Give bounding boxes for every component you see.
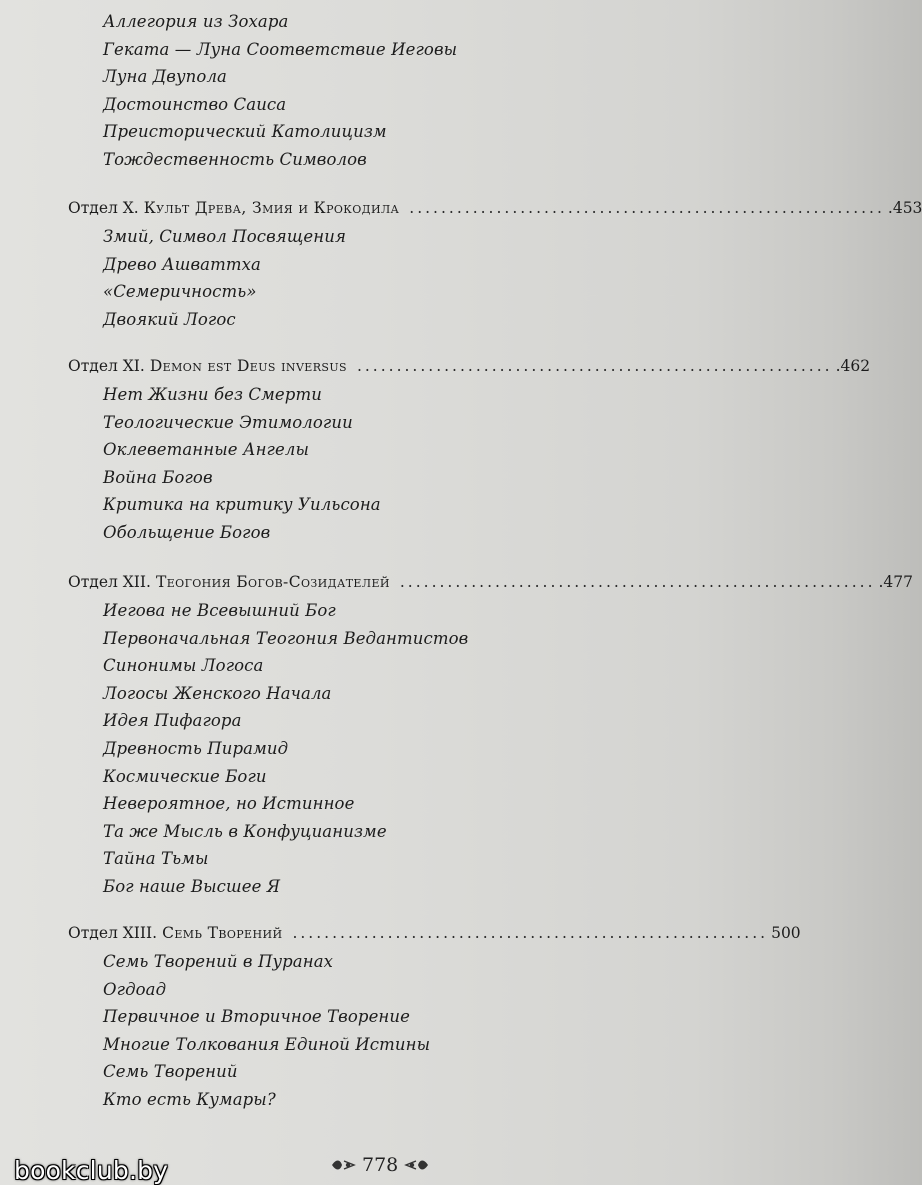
list-item: Аллегория из Зохара: [103, 12, 289, 31]
list-item: Космические Боги: [103, 766, 267, 786]
list-item: Нет Жизни без Смерти: [103, 385, 322, 404]
list-item: Критика на критику Уильсона: [103, 495, 381, 515]
list-item: Многие Толкования Единой Истины: [103, 1034, 431, 1054]
leader-dots: ............................................................: [356, 357, 833, 375]
section-items: [103, 381, 688, 547]
section-x: [68, 193, 922, 333]
list-item: Огдоад: [103, 979, 167, 999]
list-item: Теологические Этимологии: [103, 412, 353, 432]
leader-dots: ............................................................: [292, 924, 769, 942]
list-item: Идея Пифагора: [103, 711, 242, 731]
list-item: Оклеветанные Ангелы: [103, 440, 309, 460]
list-item: «Семеричность»: [103, 282, 257, 302]
section-label: Отдел XIII.: [68, 924, 158, 942]
list-item: Достоинство Саиса: [103, 94, 287, 114]
continued-items-list: [103, 8, 623, 174]
section-title: Культ Древа, Змия и Крокодила: [143, 199, 400, 217]
list-item: Синонимы Логоса: [103, 656, 264, 676]
section-items: [103, 223, 688, 333]
section-label: Отдел XII.: [68, 573, 151, 591]
section-page-number: .477: [878, 573, 914, 591]
list-item: Обольщение Богов: [103, 522, 271, 542]
list-item: Тайна Тьмы: [103, 849, 209, 869]
section-items: [103, 948, 688, 1114]
section-heading: [68, 567, 914, 597]
list-item: Семь Творений в Пуранах: [103, 952, 334, 971]
page-number-block: [330, 1154, 430, 1176]
section-page-number: .462: [835, 357, 871, 375]
list-item: Древность Пирамид: [103, 738, 289, 758]
list-item: Логосы Женского Начала: [103, 683, 332, 703]
section-title: Семь Творений: [162, 924, 283, 942]
list-item: Двоякий Логос: [103, 309, 236, 329]
list-item: Луна Двупола: [103, 67, 227, 87]
fleuron-icon: [404, 1156, 430, 1174]
page-footer: [0, 1148, 700, 1183]
list-item: Тождественность Символов: [103, 149, 367, 169]
section-page-number: .453: [887, 199, 922, 217]
section-items: [103, 597, 688, 901]
list-item: Бог наше Высшее Я: [103, 876, 281, 896]
list-item: Геката — Луна Соответствие Иеговы: [103, 39, 458, 59]
section-xi: [68, 351, 871, 547]
list-item: Кто есть Кумары?: [103, 1089, 276, 1109]
section-page-number: 500: [771, 924, 801, 942]
watermark-logo: bookclub.by: [14, 1156, 169, 1185]
section-heading: [68, 351, 871, 381]
section-title: Demon est Deus inversus: [149, 357, 347, 375]
section-xiii: [68, 918, 801, 1114]
list-item: Иегова не Всевышний Бог: [103, 601, 336, 620]
leader-dots: ............................................................: [409, 199, 885, 217]
list-item: Змий, Символ Посвящения: [103, 227, 347, 246]
list-item: Первичное и Вторичное Творение: [103, 1007, 410, 1027]
list-item: Та же Мысль в Конфуцианизме: [103, 821, 387, 841]
fleuron-icon: [330, 1156, 356, 1174]
list-item: Древо Ашваттха: [103, 254, 261, 274]
section-title: Теогония Богов-Созидателей: [155, 573, 390, 591]
section-heading: [68, 918, 801, 948]
list-item: Война Богов: [103, 467, 213, 487]
leader-dots: ............................................................: [399, 573, 876, 591]
list-item: Преисторический Католицизм: [103, 122, 387, 142]
list-item: Первоначальная Теогония Ведантистов: [103, 628, 469, 648]
section-label: Отдел XI.: [68, 357, 145, 375]
section-label: Отдел X.: [68, 199, 139, 217]
section-xii: [68, 567, 914, 901]
list-item: Семь Творений: [103, 1062, 238, 1082]
list-item: Невероятное, но Истинное: [103, 794, 355, 814]
section-heading: [68, 193, 922, 223]
page-number: 778: [362, 1154, 399, 1176]
